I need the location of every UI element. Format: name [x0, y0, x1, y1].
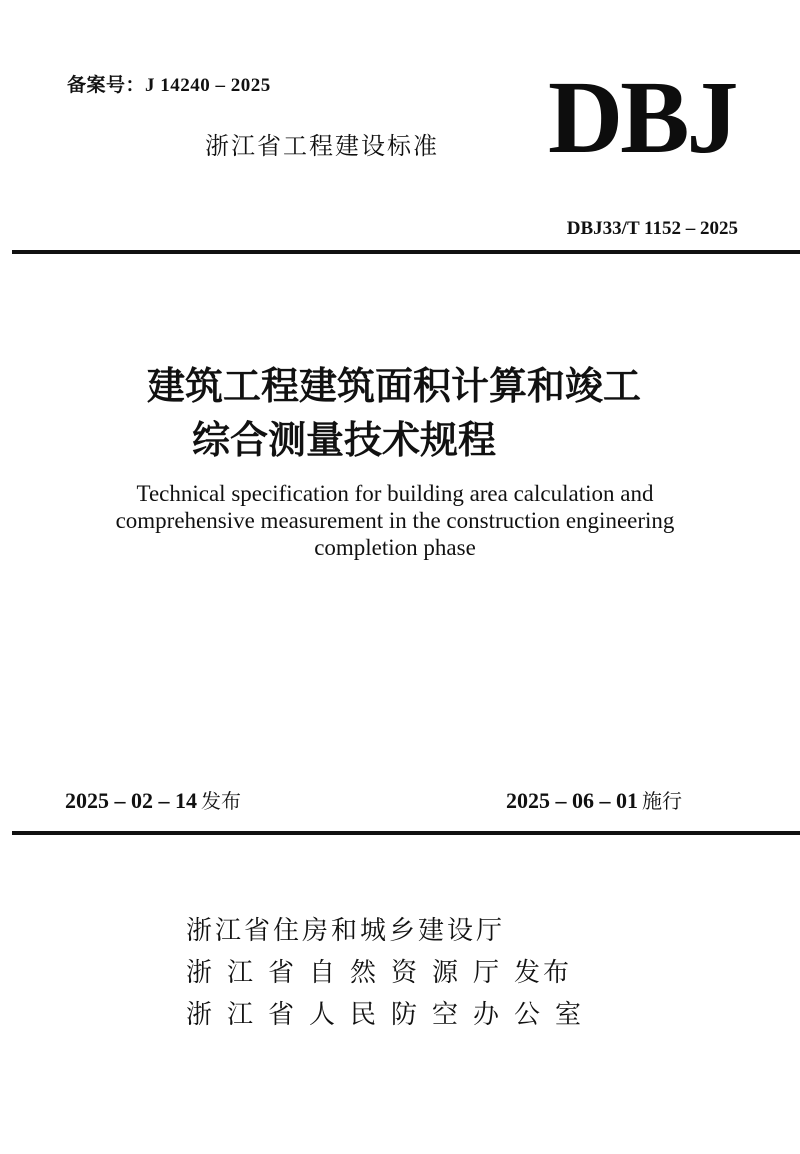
title-en	[30, 480, 760, 561]
title-en-line-1: Technical specification for building area calculation and	[136, 481, 654, 506]
implement-label: 施行	[642, 789, 682, 813]
publisher-natural-resources-dept: 浙江省自然资源厅	[186, 958, 515, 988]
publisher-row	[186, 994, 596, 1036]
publisher-row	[186, 952, 596, 994]
publish-label: 发布	[514, 958, 573, 988]
standard-type: 浙江省工程建设标准	[205, 132, 439, 160]
filing-label: 备案号：	[67, 74, 146, 96]
title-cn-line-1: 建筑工程建筑面积计算和竣工	[146, 363, 641, 408]
implement-date-line	[506, 785, 682, 814]
publisher-housing-dept: 浙江省住房和城乡建设厅	[186, 916, 506, 946]
dbj-logo: DBJ	[548, 60, 736, 175]
issue-date: 2025 – 02 – 14	[65, 788, 197, 813]
filing-number-line	[67, 70, 271, 97]
implement-date: 2025 – 06 – 01	[506, 788, 638, 813]
issue-label: 发布	[201, 789, 241, 813]
top-divider	[12, 250, 800, 254]
title-cn-line-2: 综合测量技术规程	[191, 417, 496, 462]
standard-number: DBJ33/T 1152 – 2025	[566, 218, 738, 239]
publishers	[186, 910, 596, 1036]
publisher-civil-air-defense-office: 浙江省人民防空办公室	[186, 1000, 597, 1030]
bottom-divider	[12, 831, 800, 835]
filing-number: J 14240 – 2025	[145, 75, 271, 96]
publisher-row	[186, 910, 596, 952]
title-en-line-2: comprehensive measurement in the construction engineering	[115, 508, 675, 533]
issue-date-line	[65, 785, 241, 814]
title-en-line-3: completion phase	[314, 535, 476, 560]
